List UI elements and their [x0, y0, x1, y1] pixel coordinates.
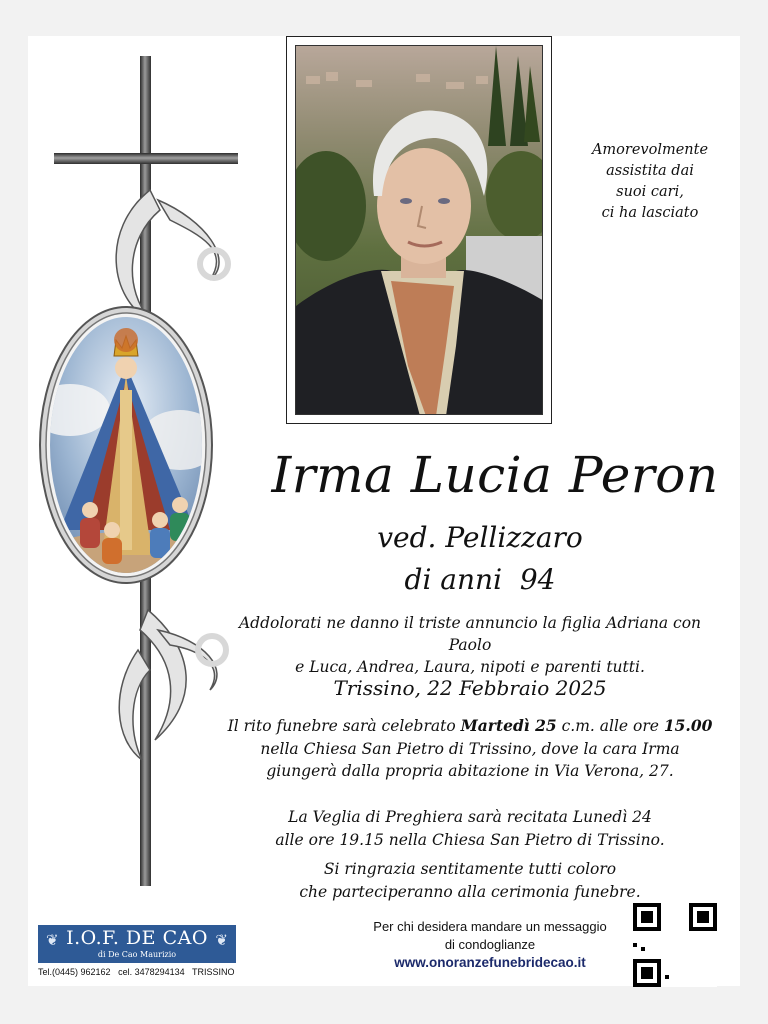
flourish-icon: ❦	[215, 931, 228, 949]
phone-number: Tel.(0445) 962162	[38, 967, 111, 977]
town: TRISSINO	[191, 967, 235, 977]
cell-number: cel. 3478294134	[118, 967, 185, 977]
widow-of: ved. Pellizzaro	[377, 521, 583, 554]
vigil-line: La Veglia di Preghiera sarà recitata Lunedì 24	[288, 808, 652, 826]
funeral-info	[220, 715, 720, 783]
condolence-line: di condoglianze	[444, 937, 536, 952]
side-note-line: suoi cari,	[616, 184, 684, 200]
funeral-text: Il rito funebre sarà celebrato	[227, 717, 461, 735]
thanks-line: che parteciperanno alla cerimonia funebre.	[299, 882, 641, 901]
side-note	[560, 140, 740, 224]
qr-code-icon[interactable]	[633, 903, 717, 987]
funeral-home-name: I.O.F. DE CAO	[66, 927, 208, 949]
announcement-line: e Luca, Andrea, Laura, nipoti e parenti tutti.	[295, 658, 645, 676]
side-note-line: assistita dai	[606, 163, 694, 179]
funeral-line: giungerà dalla propria abitazione in Via Verona, 27.	[266, 762, 674, 780]
funeral-line	[220, 715, 720, 738]
flourish-icon: ❦	[46, 931, 59, 949]
cross-icon	[30, 50, 250, 890]
funeral-day: Martedì 25	[460, 716, 557, 735]
place-date: Trissino, 22 Febbraio 2025	[333, 676, 607, 700]
funeral-home-owner: di De Cao Maurizio	[97, 950, 177, 959]
funeral-home-logo	[38, 925, 236, 963]
deceased-name: Irma Lucia Peron	[271, 446, 719, 504]
funeral-time: 15.00	[663, 716, 713, 735]
vigil-info	[220, 806, 720, 851]
portrait-photo	[295, 45, 543, 415]
announcement-line: Addolorati ne danno il triste annuncio la figlia Adriana con Paolo	[238, 614, 702, 654]
condolence-line: Per chi desidera mandare un messaggio	[373, 919, 607, 934]
funeral-line: nella Chiesa San Pietro di Trissino, dove la cara Irma	[260, 739, 680, 758]
thanks	[220, 858, 720, 903]
side-note-line: Amorevolmente	[591, 142, 709, 158]
thanks-line: Si ringrazia sentitamente tutti coloro	[323, 860, 617, 878]
funeral-home-contacts	[38, 966, 248, 978]
age: di anni 94	[404, 563, 556, 596]
funeral-text: c.m. alle ore	[556, 717, 664, 735]
announcement	[220, 612, 720, 678]
condolence-message	[350, 918, 630, 972]
condolence-url-link[interactable]: www.onoranzefunebridecao.it	[394, 955, 586, 970]
portrait-photo-frame	[286, 36, 552, 424]
side-note-line: ci ha lasciato	[601, 205, 699, 221]
vigil-line: alle ore 19.15 nella Chiesa San Pietro di Trissino.	[275, 830, 665, 849]
